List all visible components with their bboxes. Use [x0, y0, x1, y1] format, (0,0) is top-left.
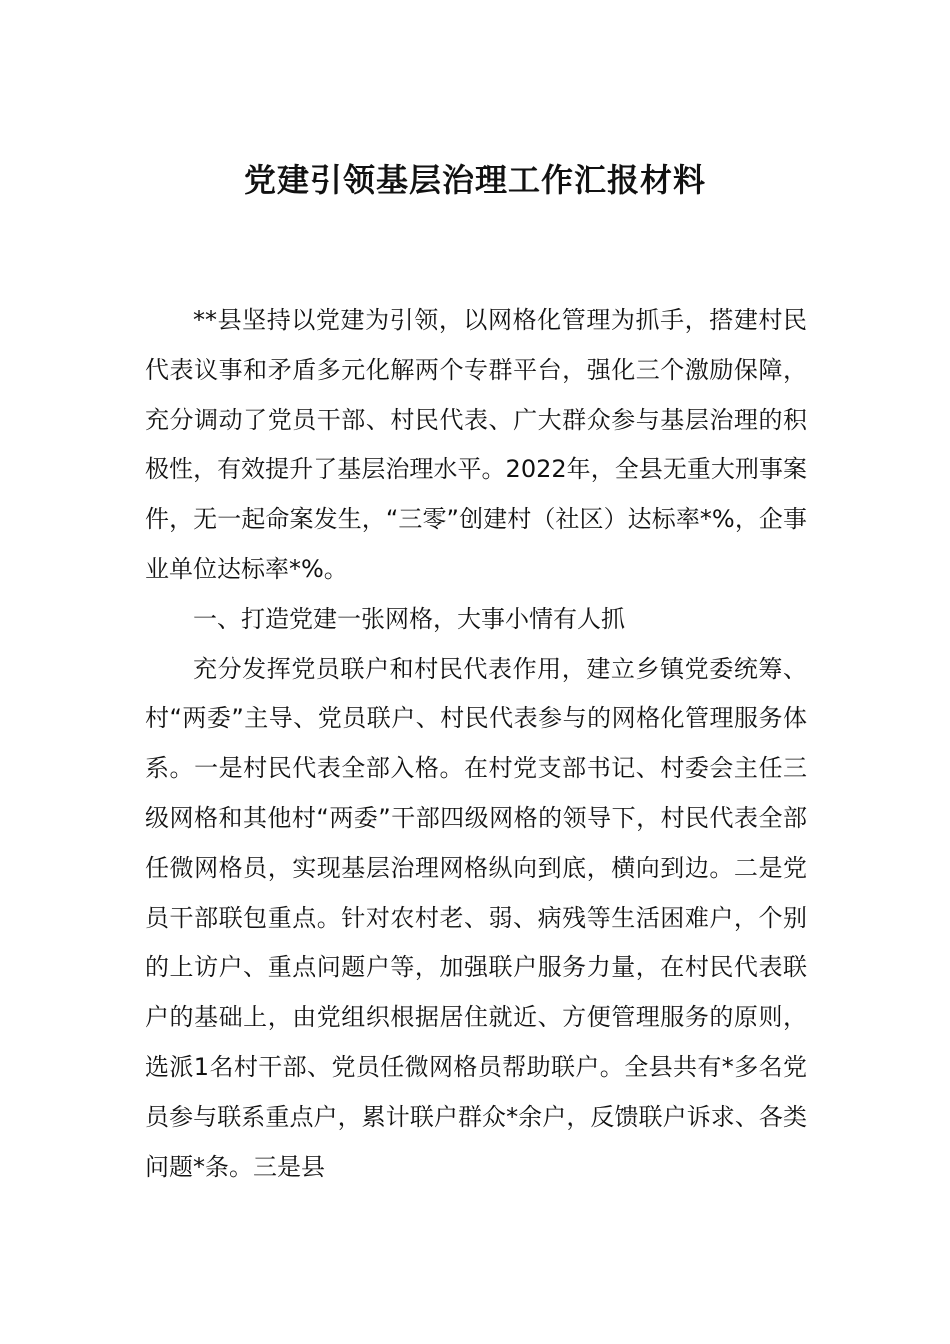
section-heading: 一、打造党建一张网格，大事小情有人抓	[193, 604, 625, 633]
document-body	[145, 296, 807, 1192]
section-paragraph: 充分发挥党员联户和村民代表作用，建立乡镇党委统筹、村“两委”主导、党员联户、村民代表参与的网格化管理服务体系。一是村民代表全部入格。在村党支部书记、村委会主任三级网格和其他村“两委”干部四级网格的领导下，村民代表全部任微网格员，实现基层治理网格纵向到底，横向到边。二是党员干部联包重点。针对农村老、弱、病残等生活困难户，个别的上访户、重点问题户等，加强联户服务力量，在村民代表联户的基础上，由党组织根据居住就近、方便管理服务的原则，选派1名村干部、党员任微网格员帮助联户。全县共有*多名党员参与联系重点户，累计联户群众*余户，反馈联户诉求、各类问题*条。三是县	[145, 654, 807, 1181]
intro-paragraph: **县坚持以党建为引领，以网格化管理为抓手，搭建村民代表议事和矛盾多元化解两个专群平台，强化三个激励保障，充分调动了党员干部、村民代表、广大群众参与基层治理的积极性，有效提升了基层治理水平。2022年，全县无重大刑事案件，无一起命案发生，“三零”创建村（社区）达标率*%，企事业单位达标率*%。	[145, 306, 807, 583]
document-title: 党建引领基层治理工作汇报材料	[243, 161, 706, 199]
